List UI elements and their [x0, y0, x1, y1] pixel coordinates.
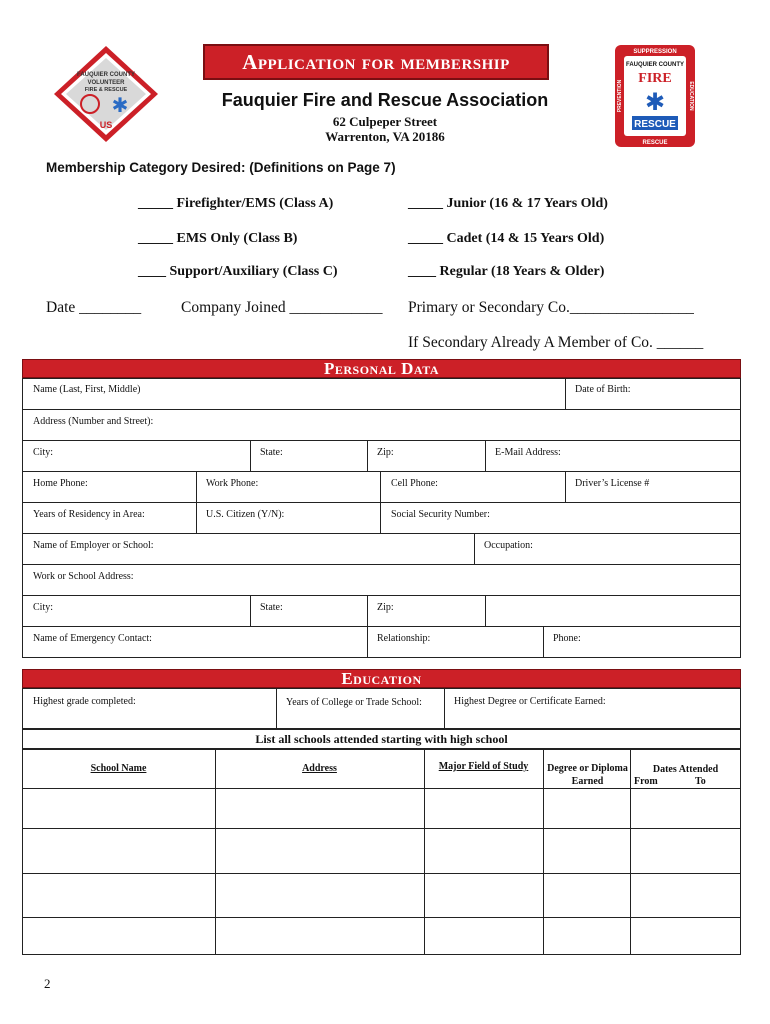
if-secondary-field[interactable]: If Secondary Already A Member of Co. ______: [408, 334, 704, 351]
highest-degree-label: Highest Degree or Certificate Earned:: [454, 696, 606, 707]
dob-label: Date of Birth:: [575, 384, 631, 395]
state-label: State:: [260, 447, 283, 458]
left-logo-mid-text: VOLUNTEER: [87, 80, 125, 86]
company-joined-field[interactable]: Company Joined ____________: [181, 299, 383, 316]
years-residency-label: Years of Residency in Area:: [33, 509, 145, 520]
education-header: Education: [22, 669, 741, 688]
highest-grade-label: Highest grade completed:: [33, 696, 136, 707]
primary-secondary-field[interactable]: Primary or Secondary Co.________________: [408, 299, 694, 316]
address-label: Address (Number and Street):: [33, 416, 154, 427]
col-dates-attended: Dates Attended: [652, 764, 719, 775]
name-label: Name (Last, First, Middle): [33, 384, 141, 395]
state2-label: State:: [260, 602, 283, 613]
option-junior[interactable]: _____ Junior (16 & 17 Years Old): [408, 196, 608, 211]
col-school-name: School Name: [90, 763, 147, 774]
home-phone-label: Home Phone:: [33, 478, 88, 489]
work-address-label: Work or School Address:: [33, 571, 134, 582]
city2-label: City:: [33, 602, 54, 613]
organization-name: Fauquier Fire and Rescue Association: [221, 90, 549, 110]
left-logo-top-text: FAUQUIER COUNTY: [76, 72, 136, 78]
work-phone-label: Work Phone:: [206, 478, 259, 489]
emergency-contact-label: Name of Emergency Contact:: [33, 633, 152, 644]
date-field[interactable]: Date ________: [46, 299, 142, 316]
col-major-field: Major Field of Study: [438, 761, 529, 772]
option-cadet[interactable]: _____ Cadet (14 & 15 Years Old): [408, 231, 605, 246]
employer-label: Name of Employer or School:: [33, 540, 154, 551]
col-degree: Degree or Diploma Earned: [547, 763, 628, 787]
schools-list-heading: List all schools attended starting with high school: [255, 732, 508, 746]
star-of-life-icon: ✱: [111, 95, 129, 117]
option-support-auxiliary[interactable]: ____ Support/Auxiliary (Class C): [138, 264, 338, 279]
option-regular[interactable]: ____ Regular (18 Years & Older): [408, 264, 605, 279]
zip-label: Zip:: [377, 447, 394, 458]
ssn-label: Social Security Number:: [391, 509, 490, 520]
page-number: 2: [44, 976, 51, 991]
inner-top-text: FAUQUIER COUNTY: [625, 62, 685, 68]
band-bottom-text: RESCUE: [642, 140, 668, 146]
inner-fire-text: FIRE: [638, 71, 672, 86]
zip2-label: Zip:: [377, 602, 394, 613]
col-from: From: [634, 776, 658, 787]
college-years-label: Years of College or Trade School:: [286, 697, 422, 708]
option-ems-only[interactable]: _____ EMS Only (Class B): [138, 231, 298, 246]
fire-rescue-logo-right: [614, 44, 696, 148]
band-top-text: SUPPRESSION: [633, 49, 677, 55]
inner-rescue-text: RESCUE: [634, 119, 676, 130]
membership-category-heading: Membership Category Desired: (Definitions on Page 7): [46, 160, 396, 175]
left-logo-sub-text: FIRE & RESCUE: [84, 87, 128, 93]
occupation-label: Occupation:: [484, 540, 533, 551]
star-of-life-icon: ✱: [644, 90, 666, 116]
association-logo-left: [52, 44, 160, 144]
band-right-text: EDUCATION: [688, 81, 694, 111]
personal-data-header: Personal Data: [22, 359, 741, 378]
phone-label: Phone:: [553, 633, 581, 644]
street-address: 62 Culpeper Street: [332, 114, 438, 129]
city-state-zip: Warrenton, VA 20186: [325, 129, 445, 144]
relationship-label: Relationship:: [377, 633, 431, 644]
band-left-text: PREVENTION: [617, 79, 623, 113]
col-address: Address: [302, 763, 337, 774]
drivers-license-label: Driver’s License #: [575, 478, 650, 489]
application-title-banner: Application for membership: [203, 44, 549, 80]
col-to: To: [695, 776, 706, 787]
city-label: City:: [33, 447, 54, 458]
left-logo-bottom-text: US: [99, 120, 113, 130]
citizen-label: U.S. Citizen (Y/N):: [206, 509, 285, 520]
email-label: E-Mail Address:: [495, 447, 561, 458]
cell-phone-label: Cell Phone:: [391, 478, 438, 489]
option-firefighter-ems[interactable]: _____ Firefighter/EMS (Class A): [138, 196, 334, 211]
